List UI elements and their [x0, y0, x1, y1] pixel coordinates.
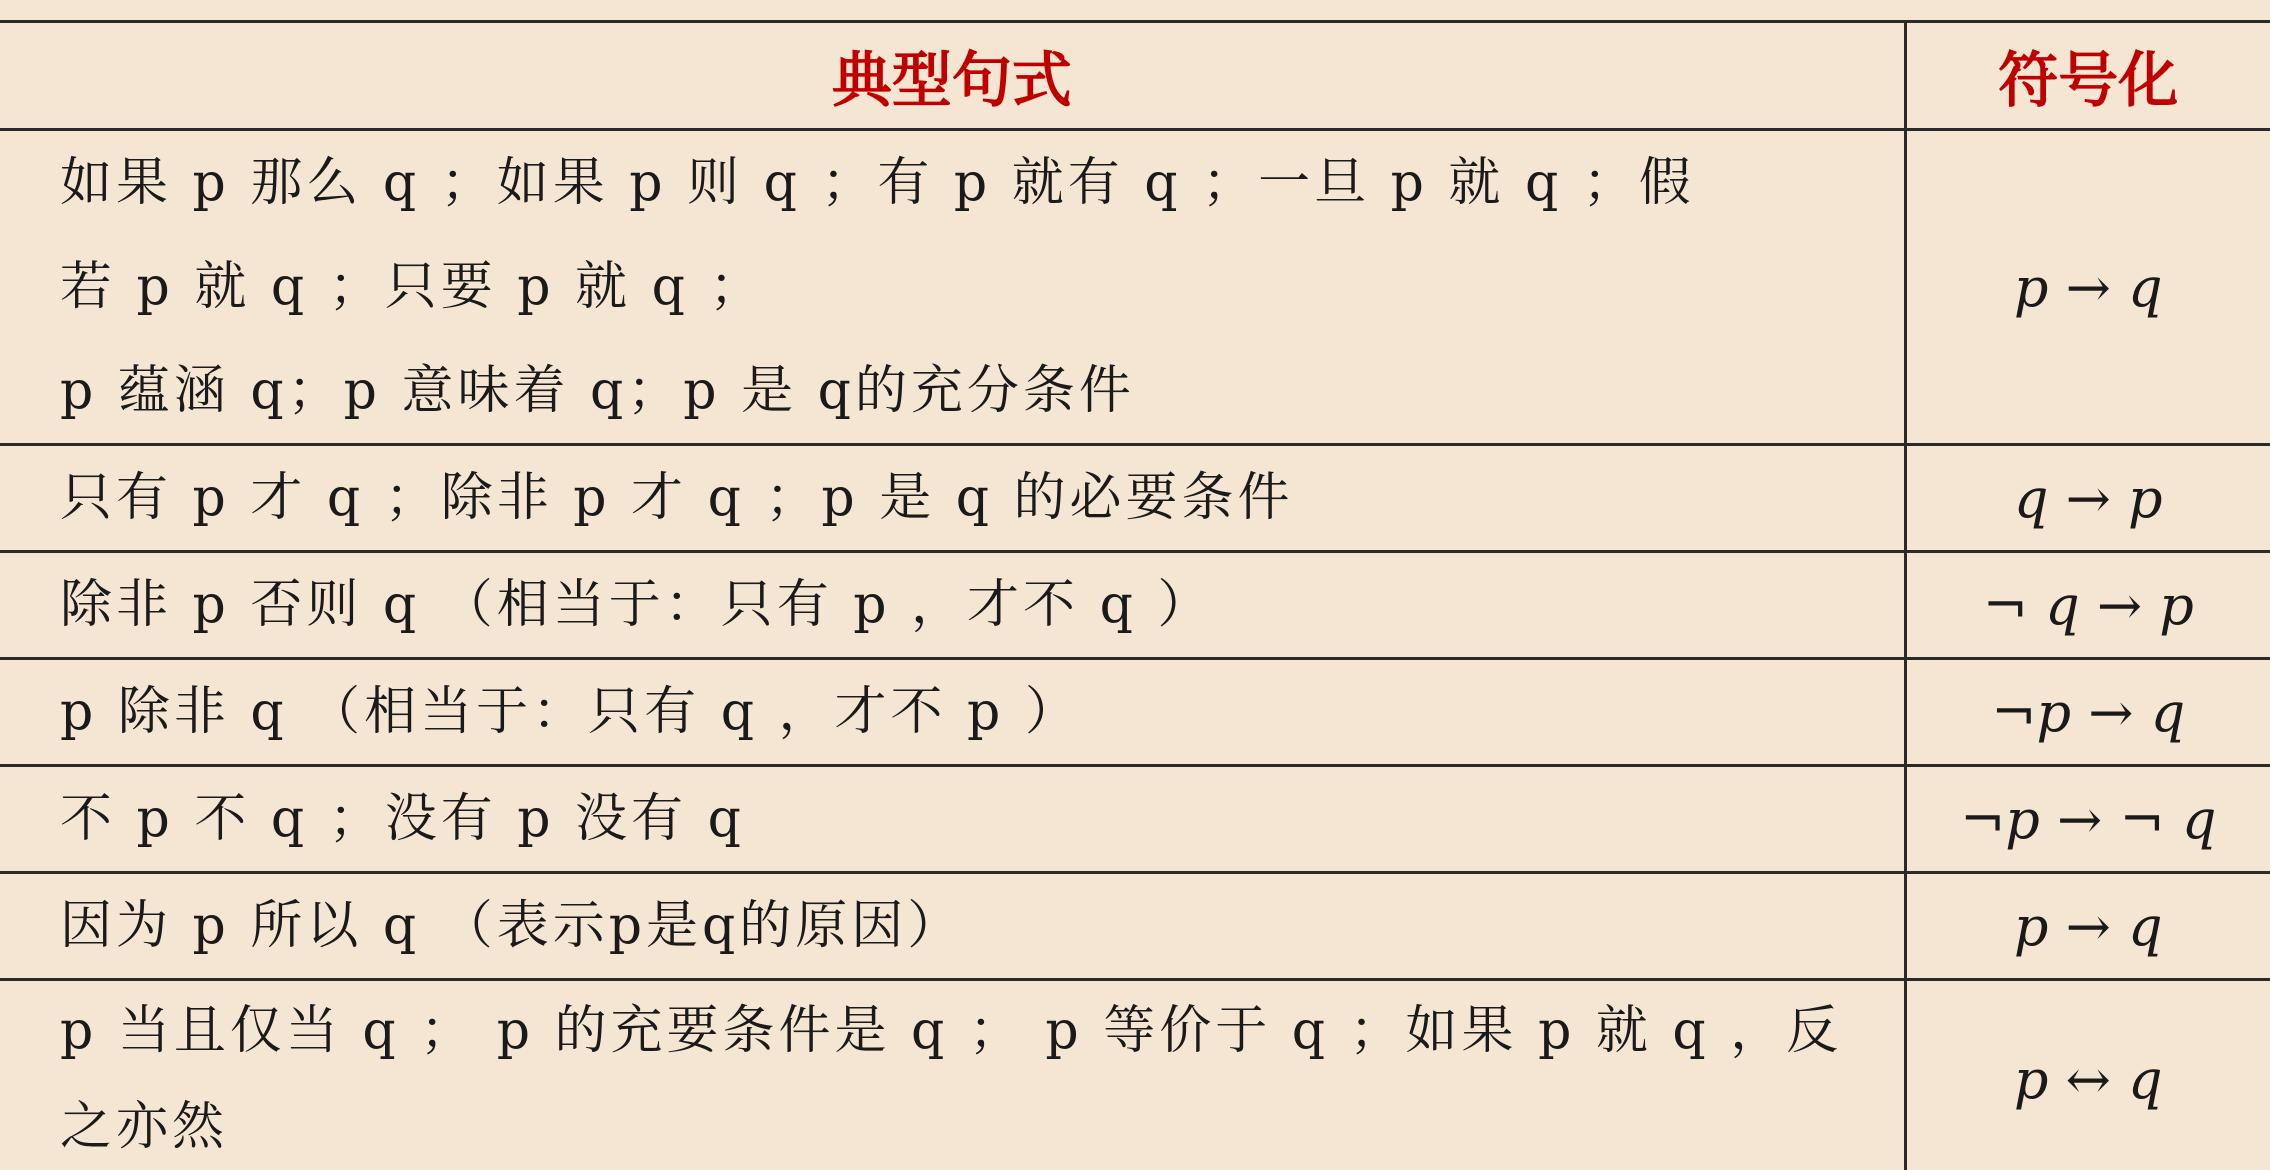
symbol-cell: ¬p → ¬ q — [1905, 766, 2270, 873]
pattern-line: 之亦然 — [60, 1097, 229, 1157]
conditional-statements-table — [0, 20, 2270, 1170]
pattern-line: 若 p 就 q ；只要 p 就 q ； — [60, 257, 766, 317]
table-row — [0, 659, 2270, 766]
symbol-cell: ¬p → q — [1905, 659, 2270, 766]
table-row — [0, 873, 2270, 980]
pattern-cell — [0, 980, 1905, 1170]
pattern-line: 只有 p 才 q ；除非 p 才 q ；p 是 q 的必要条件 — [60, 468, 1294, 528]
table-row — [0, 980, 2270, 1170]
table-header-row — [0, 22, 2270, 130]
symbol-cell: p ↔ q — [1905, 980, 2270, 1170]
symbol-cell: p → q — [1905, 130, 2270, 445]
symbol-cell: p → q — [1905, 873, 2270, 980]
symbol-cell: q → p — [1905, 445, 2270, 552]
pattern-cell — [0, 130, 1905, 445]
header-typical-pattern: 典型句式 — [0, 22, 1905, 130]
pattern-cell — [0, 766, 1905, 873]
pattern-line: 除非 p 否则 q （相当于：只有 p ，才不 q ） — [60, 575, 1214, 635]
header-symbolization: 符号化 — [1905, 22, 2270, 130]
symbol-cell: ¬ q → p — [1905, 552, 2270, 659]
pattern-line: 因为 p 所以 q （表示p是q的原因） — [60, 896, 964, 956]
pattern-line: p 蕴涵 q；p 意味着 q；p 是 q的充分条件 — [60, 361, 1135, 421]
table-row — [0, 130, 2270, 445]
pattern-line: 如果 p 那么 q ；如果 p 则 q ；有 p 就有 q ；一旦 p 就 q ；假 — [60, 153, 1695, 213]
pattern-line: p 当且仅当 q ； p 的充要条件是 q ； p 等价于 q ；如果 p 就 q ，反 — [60, 1001, 1843, 1061]
pattern-cell — [0, 445, 1905, 552]
table-row — [0, 766, 2270, 873]
pattern-cell — [0, 873, 1905, 980]
pattern-cell — [0, 552, 1905, 659]
table-row — [0, 552, 2270, 659]
pattern-line: 不 p 不 q ；没有 p 没有 q — [60, 789, 745, 849]
pattern-line: p 除非 q （相当于：只有 q ，才不 p ） — [60, 682, 1081, 742]
pattern-cell — [0, 659, 1905, 766]
table-row — [0, 445, 2270, 552]
